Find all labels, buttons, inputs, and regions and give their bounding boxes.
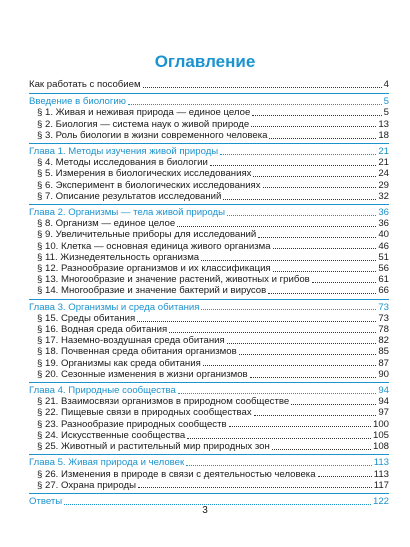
toc-entry-label: § 7. Описание результатов исследований	[37, 190, 222, 202]
toc-section[interactable]	[29, 396, 389, 407]
dot-leader	[312, 282, 377, 283]
dot-leader	[178, 393, 377, 394]
dot-leader	[201, 260, 376, 261]
toc-chapter[interactable]	[29, 207, 389, 218]
toc-entry-page: 85	[378, 346, 389, 358]
toc-entry-label: § 27. Охрана природы	[37, 479, 136, 491]
divider	[29, 382, 389, 383]
dot-leader	[239, 354, 377, 355]
toc-section[interactable]	[29, 324, 389, 335]
toc-entry-label: Глава 1. Методы изучения живой природы	[29, 146, 219, 158]
toc-entry-page: 94	[378, 385, 389, 397]
toc-section[interactable]	[29, 430, 389, 441]
dot-leader	[291, 404, 376, 405]
toc-entry-page: 82	[378, 335, 389, 347]
toc-section[interactable]	[29, 285, 389, 296]
dot-leader	[227, 343, 377, 344]
dot-leader	[318, 476, 372, 477]
toc-entry-page: 97	[378, 407, 389, 419]
toc-entry-page: 13	[378, 118, 389, 130]
toc-section[interactable]	[29, 358, 389, 369]
toc-entry-label: Глава 2. Организмы — тела живой природы	[29, 207, 226, 219]
toc-entry-page: 56	[378, 263, 389, 275]
toc-entry-page: 24	[378, 168, 389, 180]
toc-entry-label: § 18. Почвенная среда обитания организмов	[37, 346, 237, 358]
page-number: 3	[202, 505, 208, 516]
dot-leader	[187, 438, 371, 439]
toc-entry-page: 73	[378, 301, 389, 313]
toc-entry-label: § 12. Разнообразие организмов и их классификация	[37, 263, 271, 275]
dot-leader	[269, 138, 376, 139]
divider	[29, 299, 389, 300]
toc-section[interactable]	[29, 107, 389, 118]
toc-section[interactable]	[29, 346, 389, 357]
dot-leader	[201, 309, 376, 310]
toc-section[interactable]	[29, 441, 389, 452]
toc-entry-page: 90	[378, 368, 389, 380]
dot-leader	[273, 248, 377, 249]
toc-entry-label: § 24. Искусственные сообщества	[37, 429, 186, 441]
dot-leader	[263, 187, 377, 188]
toc-entry-label: § 8. Организм — единое целое	[37, 218, 176, 230]
toc-entry-intro[interactable]	[29, 79, 389, 90]
toc-entry-page: 100	[372, 418, 389, 430]
toc-entry-page: 105	[372, 429, 389, 441]
toc-entry-label: § 23. Разнообразие природных сообществ	[37, 418, 227, 430]
toc-entry-label: § 16. Водная среда обитания	[37, 324, 168, 336]
dot-leader	[252, 115, 381, 116]
toc-entry-label: § 26. Изменения в природе в связи с деятельностью человека	[37, 468, 316, 480]
toc-entry-label: § 19. Организмы как среда обитания	[37, 357, 201, 369]
dot-leader	[253, 176, 376, 177]
toc-entry-page: 29	[378, 179, 389, 191]
toc-section[interactable]	[29, 119, 389, 130]
dot-leader	[143, 87, 382, 88]
page-title: Оглавление	[154, 52, 256, 71]
toc-chapter[interactable]	[29, 385, 389, 396]
toc-entry-page: 51	[378, 251, 389, 263]
divider	[29, 204, 389, 205]
toc-entry-page: 66	[378, 285, 389, 297]
toc-entry-page: 5	[383, 107, 389, 119]
toc-entry-label: Ответы	[29, 495, 63, 507]
toc-entry-label: § 10. Клетка — основная единица живого организма	[37, 240, 271, 252]
toc-entry-page: 78	[378, 324, 389, 336]
toc-section[interactable]	[29, 369, 389, 380]
dot-leader	[227, 215, 376, 216]
toc-entry-label: § 3. Роль биологии в жизни современного человека	[37, 129, 268, 141]
toc-entry-page: 36	[378, 218, 389, 230]
table-of-contents	[29, 79, 389, 507]
toc-entry-label: § 6. Эксперимент в биологических исследованиях	[37, 179, 261, 191]
dot-leader	[254, 415, 377, 416]
toc-entry-label: § 4. Методы исследования в биологии	[37, 157, 208, 169]
toc-entry-page: 122	[372, 495, 389, 507]
dot-leader	[251, 126, 376, 127]
toc-entry-label: § 21. Взаимосвязи организмов в природном сообществе	[37, 396, 290, 408]
toc-entry-label: § 14. Многообразие и значение бактерий и вирусов	[37, 285, 267, 297]
toc-entry-page: 4	[383, 79, 389, 90]
toc-section[interactable]	[29, 180, 389, 191]
toc-section[interactable]	[29, 218, 389, 229]
dot-leader	[229, 426, 371, 427]
toc-entry-label: § 9. Увеличительные приборы для исследований	[37, 229, 257, 241]
toc-entry-label: § 5. Измерения в биологических исследованиях	[37, 168, 252, 180]
dot-leader	[138, 487, 372, 488]
toc-section[interactable]	[29, 252, 389, 263]
toc-chapter[interactable]	[29, 96, 389, 107]
toc-entry-label: § 15. Среды обитания	[37, 312, 136, 324]
toc-entry-page: 21	[378, 146, 389, 158]
toc-entry-page: 18	[378, 129, 389, 141]
toc-entry-label: § 20. Сезонные изменения в жизни организмов	[37, 368, 248, 380]
dot-leader	[169, 332, 376, 333]
toc-section[interactable]	[29, 191, 389, 202]
toc-chapter[interactable]	[29, 146, 389, 157]
dot-leader	[186, 465, 372, 466]
toc-entry-page: 5	[383, 96, 389, 108]
toc-entry-page: 113	[373, 457, 389, 469]
dot-leader	[137, 321, 376, 322]
toc-entry-page: 94	[378, 396, 389, 408]
toc-chapter[interactable]	[29, 457, 389, 468]
toc-section[interactable]	[29, 419, 389, 430]
dot-leader	[210, 165, 377, 166]
dot-leader	[128, 104, 382, 105]
toc-section[interactable]	[29, 168, 389, 179]
toc-entry-page: 61	[378, 274, 389, 286]
dot-leader	[258, 237, 376, 238]
toc-chapter[interactable]	[29, 302, 389, 313]
dot-leader	[268, 293, 376, 294]
toc-entry-label: § 2. Биология — система наук о живой природе	[37, 118, 250, 130]
toc-section[interactable]	[29, 335, 389, 346]
toc-entry-page: 36	[378, 207, 389, 219]
dot-leader	[273, 271, 377, 272]
toc-entry-label: § 11. Жизнедеятельность организма	[37, 251, 200, 263]
divider	[29, 454, 389, 455]
dot-leader	[250, 377, 377, 378]
toc-entry-label: Введение в биологию	[29, 96, 126, 108]
toc-section[interactable]	[29, 480, 389, 491]
toc-section[interactable]	[29, 263, 389, 274]
toc-entry-label: Глава 3. Организмы и среда обитания	[29, 301, 200, 313]
toc-entry-page: 21	[378, 157, 389, 169]
toc-entry-page: 117	[373, 479, 389, 491]
toc-entry-page: 113	[373, 468, 389, 480]
toc-entry-label: § 25. Животный и растительный мир природных зон	[37, 441, 270, 453]
toc-entry-label: Как работать с пособием	[29, 79, 141, 90]
toc-entry-page: 108	[372, 441, 389, 453]
divider	[29, 143, 389, 144]
toc-section[interactable]	[29, 469, 389, 480]
toc-entry-page: 73	[378, 312, 389, 324]
dot-leader	[220, 154, 376, 155]
dot-leader	[177, 226, 376, 227]
toc-entry-label: § 22. Пищевые связи в природных сообществах	[37, 407, 252, 419]
chapter-list	[29, 93, 389, 491]
toc-section[interactable]	[29, 313, 389, 324]
toc-section[interactable]	[29, 274, 389, 285]
toc-section[interactable]	[29, 407, 389, 418]
toc-entry-label: Глава 4. Природные сообщества	[29, 385, 176, 397]
toc-section[interactable]	[29, 130, 389, 141]
toc-section[interactable]	[29, 157, 389, 168]
toc-entry-page: 32	[378, 190, 389, 202]
divider	[29, 93, 389, 94]
divider	[29, 493, 389, 494]
dot-leader	[272, 449, 371, 450]
toc-entry-label: § 1. Живая и неживая природа — единое целое	[37, 107, 251, 119]
toc-entry-label: § 13. Многообразие и значение растений, животных и грибов	[37, 274, 310, 286]
toc-entry-page: 40	[378, 229, 389, 241]
toc-entry-label: Глава 5. Живая природа и человек	[29, 457, 185, 469]
toc-section[interactable]	[29, 229, 389, 240]
toc-entry-page: 87	[378, 357, 389, 369]
toc-section[interactable]	[29, 241, 389, 252]
toc-entry-page: 46	[378, 240, 389, 252]
dot-leader	[223, 199, 376, 200]
toc-entry-label: § 17. Наземно-воздушная среда обитания	[37, 335, 225, 347]
dot-leader	[203, 365, 377, 366]
